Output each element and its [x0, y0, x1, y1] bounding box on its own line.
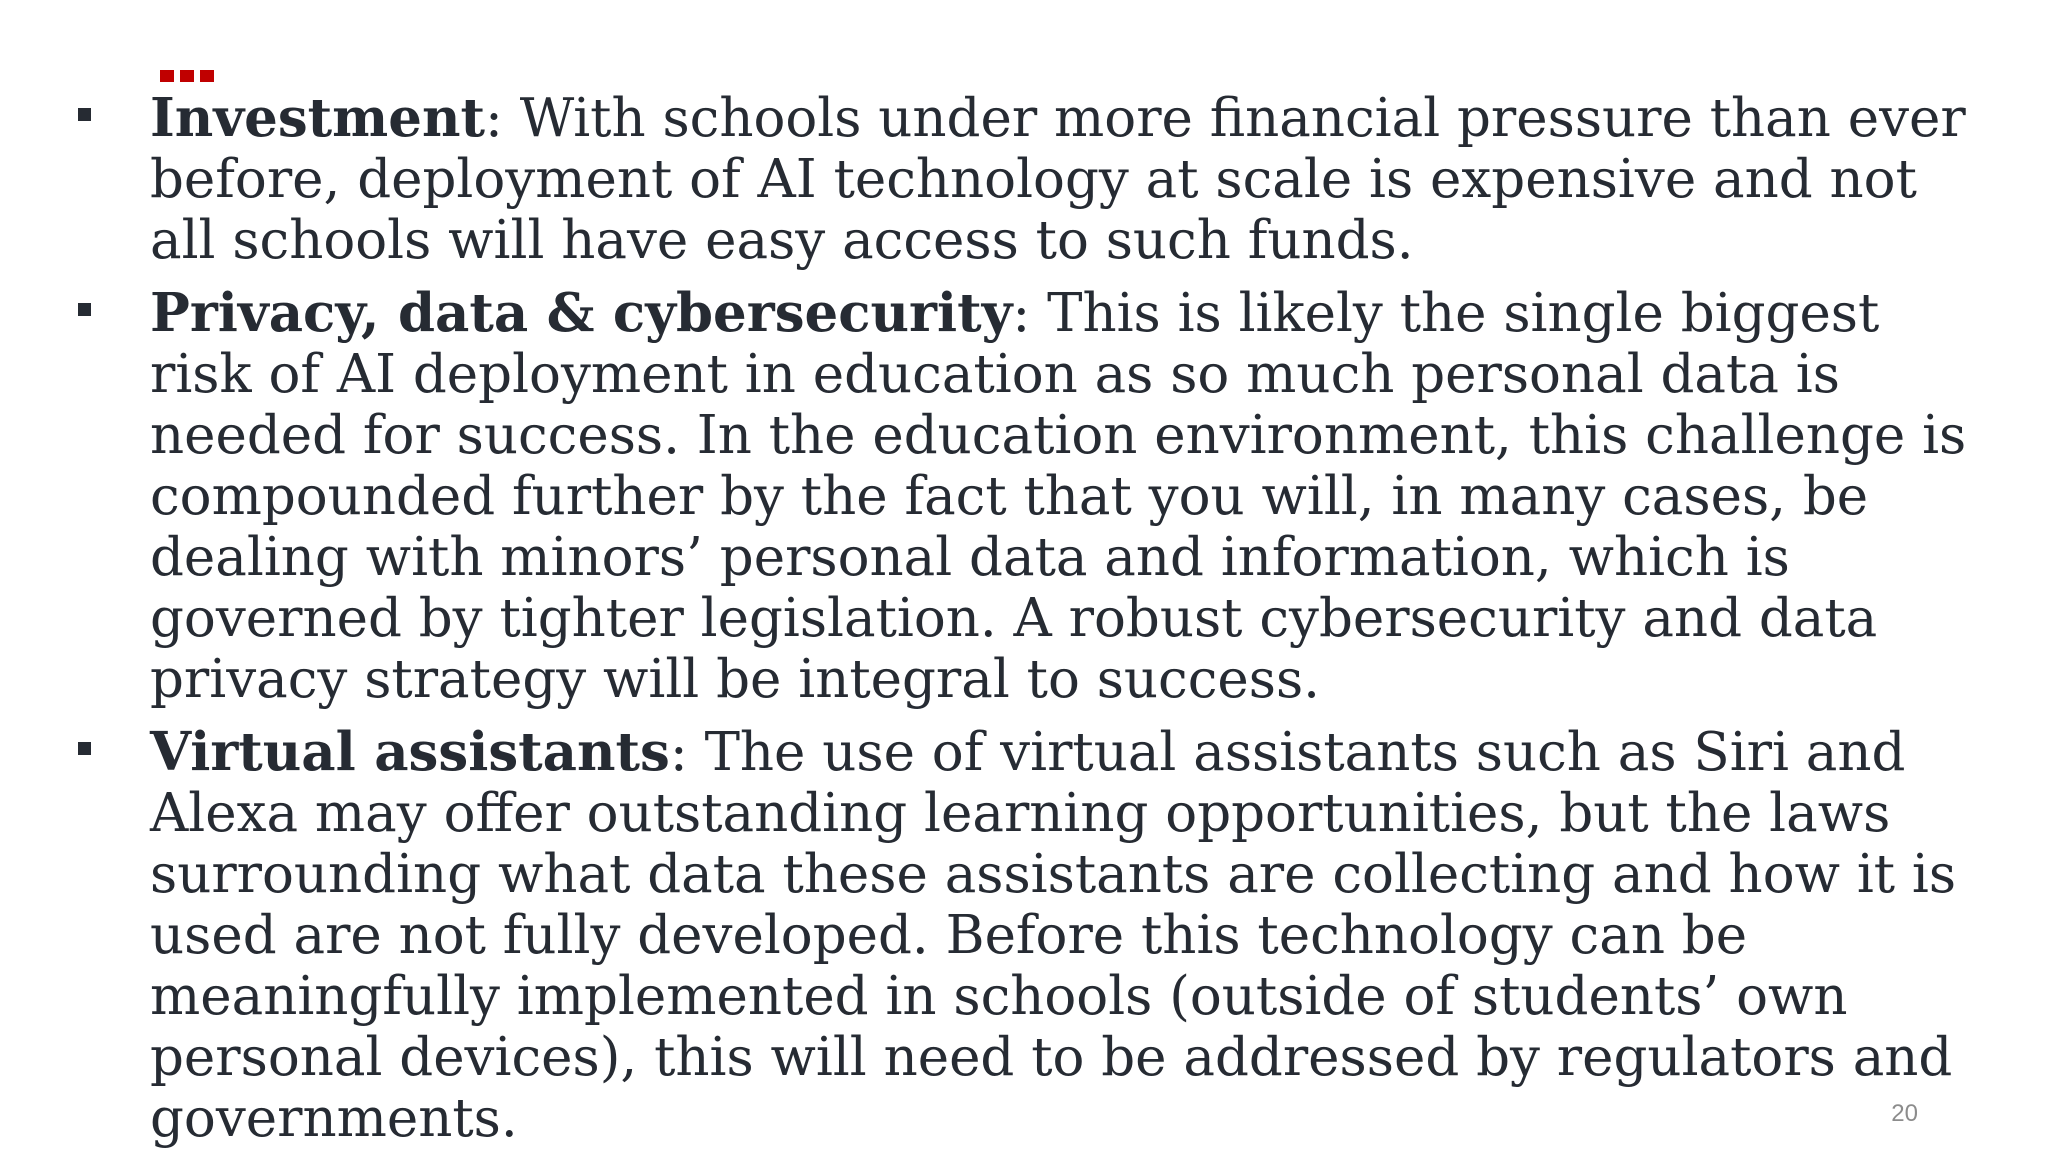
- bullet-list: [70, 88, 1970, 1152]
- bullet-item-investment: [70, 88, 1970, 271]
- bullet-item-privacy: [70, 283, 1970, 710]
- bullet-item-virtual-assistants: [70, 722, 1970, 1149]
- bullet-text: : The use of virtual assistants such as Siri and Alexa may offer outstanding learning opportunities, but the laws surrounding what data these assistants are collecting and how it is used are not fully developed. Before this technology can be meaningfully implemented in schools (outside of students’ own personal devices), this will need to be addressed by regulators and governments.: [150, 722, 1957, 1149]
- bullet-term: Privacy, data & cybersecurity: [150, 282, 1013, 344]
- accent-square-icon: [180, 70, 194, 82]
- square-bullet-icon: [78, 303, 91, 316]
- accent-square-icon: [200, 70, 214, 82]
- bullet-term: Investment: [150, 87, 485, 149]
- bullet-term: Virtual assistants: [150, 721, 670, 783]
- square-bullet-icon: [78, 108, 91, 121]
- three-red-squares-icon: [160, 70, 214, 82]
- square-bullet-icon: [78, 742, 91, 755]
- bullet-text: : This is likely the single biggest risk of AI deployment in education as so much personal data is needed for success. In the education environment, this challenge is compounded further by the fact that you will, in many cases, be dealing with minors’ personal data and information, which is governed by tighter legislation. A robust cybersecurity and data privacy strategy will be integral to success.: [150, 283, 1967, 710]
- bullet-text: : With schools under more financial pressure than ever before, deployment of AI technology at scale is expensive and not all schools will have easy access to such funds.: [150, 88, 1966, 271]
- accent-square-icon: [160, 70, 174, 82]
- page-number: 20: [1891, 1100, 1918, 1127]
